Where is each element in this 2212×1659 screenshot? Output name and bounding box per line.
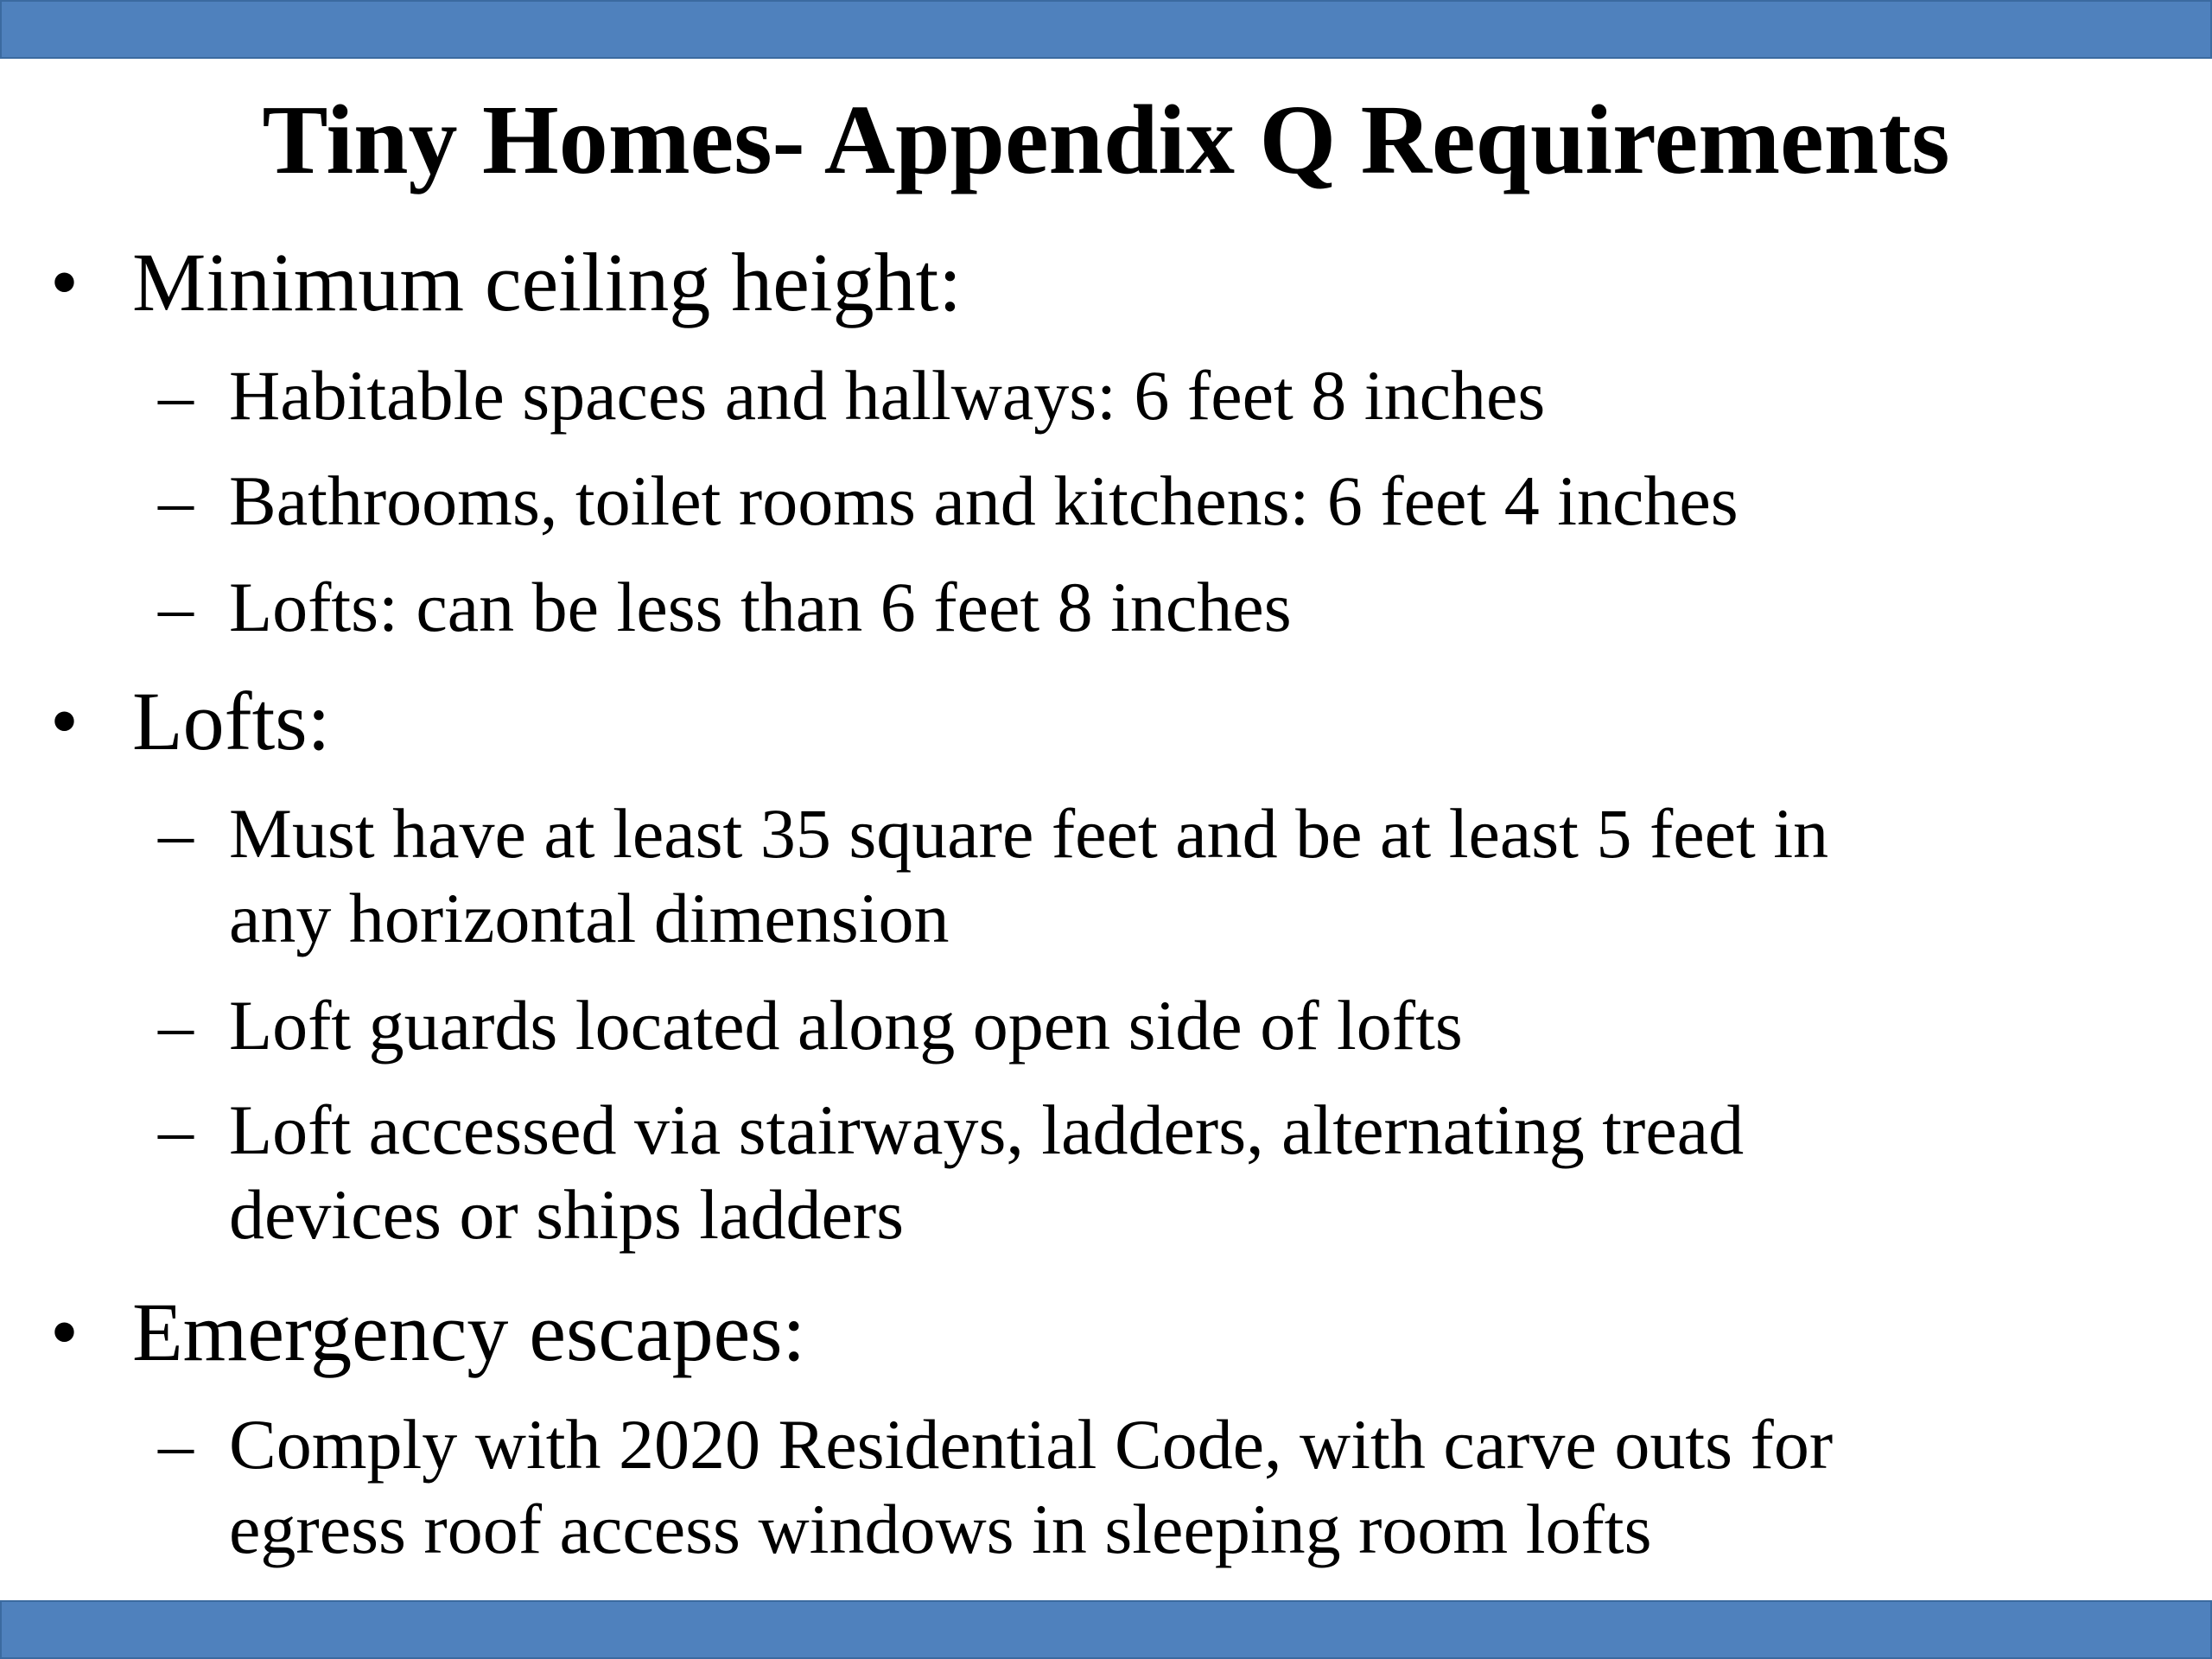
top-accent-bar — [0, 0, 2212, 59]
list-item-line: Comply with 2020 Residential Code, with carve outs for — [229, 1405, 1834, 1484]
dash-icon: – — [158, 986, 194, 1065]
list-item: Lofts: can be less than 6 feet 8 inches — [229, 568, 1292, 646]
list-item-line: egress roof access windows in sleeping room lofts — [229, 1490, 1652, 1568]
dash-icon: – — [158, 1090, 194, 1169]
section-heading: Lofts: — [132, 675, 331, 767]
slide-title: Tiny Homes- Appendix Q Requirements — [262, 85, 1950, 194]
list-item-line: Loft accessed via stairways, ladders, alternating tread — [229, 1090, 1745, 1169]
list-item-line: devices or ships ladders — [229, 1175, 905, 1254]
dash-icon: – — [158, 1405, 194, 1484]
bullet-icon: • — [50, 1287, 79, 1377]
dash-icon: – — [158, 794, 194, 873]
dash-icon: – — [158, 568, 194, 646]
list-item: Habitable spaces and hallways: 6 feet 8 inches — [229, 356, 1546, 435]
list-item: Bathrooms, toilet rooms and kitchens: 6 feet 4 inches — [229, 461, 1738, 540]
section-heading: Emergency escapes: — [132, 1286, 806, 1378]
bottom-accent-bar — [0, 1600, 2212, 1659]
dash-icon: – — [158, 461, 194, 540]
list-item-line: Must have at least 35 square feet and be at least 5 feet in — [229, 794, 1829, 873]
bullet-icon: • — [50, 677, 79, 766]
list-item-line: any horizontal dimension — [229, 879, 950, 957]
bullet-icon: • — [50, 238, 79, 327]
list-item: Loft guards located along open side of lofts — [229, 986, 1463, 1065]
dash-icon: – — [158, 356, 194, 435]
section-heading: Minimum ceiling height: — [132, 236, 962, 328]
